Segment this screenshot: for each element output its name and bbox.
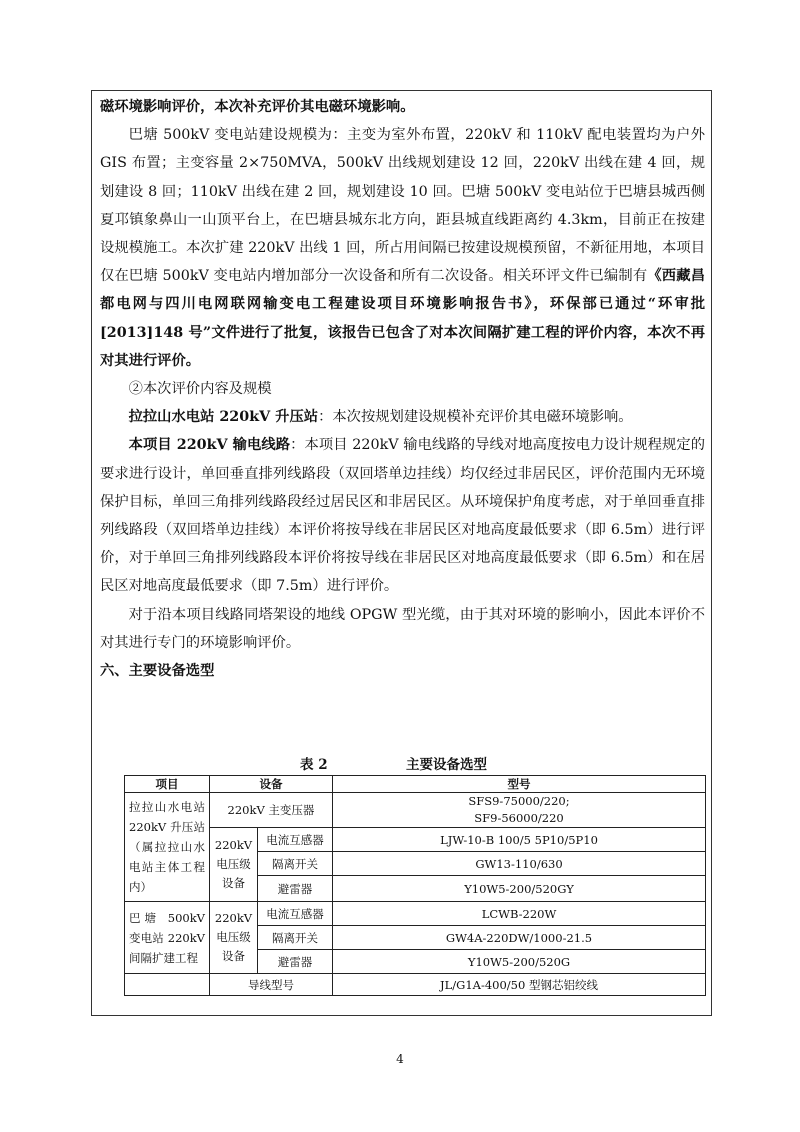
paragraph-batang-text: 巴塘 500kV 变电站建设规模为：主变为室外布置，220kV 和 110kV 配电装置均为户外 GIS 布置；主变容量 2×750MVA，500kV 出线规划建设 12 回，220kV 出线在建 4 回，规划建设 8 回；110kV 出线在建 2 回，规划建设 10 回。巴塘 500kV 变电站位于巴塘县城西侧夏邛镇象鼻山一山顶平台上，在巴塘县城东北方向，距县城直线距离约 4.3km，目前正在按建设规模施工。本次扩建 220kV 出线 1 回，所占用间隔已按建设规模预留，不新征用地，本项目仅在巴塘 500kV 变电站内增加部分一次设备和所有二次设备。相关环评文件已编制有 xyxy=(100,127,705,285)
equipment-device: 避雷器 xyxy=(258,950,333,974)
paragraph-continuation: 磁环境影响评价，本次补充评价其电磁环境影响。 xyxy=(100,99,415,115)
equipment-model: GW13-110/630 xyxy=(333,852,706,876)
equipment-model: Y10W5-200/520GY xyxy=(333,876,706,902)
paragraph-batang-substation xyxy=(100,121,705,375)
table-row xyxy=(125,974,706,996)
equipment-device: 隔离开关 xyxy=(258,926,333,950)
header-equipment: 设备 xyxy=(210,776,333,793)
header-item: 项目 xyxy=(125,776,210,793)
group2-voltage-class: 220kV 电压级设备 xyxy=(210,902,258,974)
paragraph-opgw: 对于沿本项目线路同塔架设的地线 OPGW 型光缆，由于其对环境的影响小，因此本评价不对其进行专门的环境影响评价。 xyxy=(100,606,705,651)
subheading-scope: ②本次评价内容及规模 xyxy=(128,381,272,398)
paragraph-lala-station xyxy=(100,403,705,431)
group1-name: 拉拉山水电站 220kV 升压站（属拉拉山水电站主体工程内） xyxy=(125,793,210,902)
equipment-device: 电流互感器 xyxy=(258,902,333,926)
equipment-table xyxy=(124,775,706,996)
group1-transformer: 220kV 主变压器 xyxy=(210,793,333,828)
table-label: 表 2 xyxy=(300,757,328,773)
equipment-model: LJW-10-B 100/5 5P10/5P10 xyxy=(333,828,706,852)
paragraph-lala-label: 拉拉山水电站 220kV 升压站 xyxy=(128,409,319,426)
group2-name: 巴塘 500kV 变电站 220kV 间隔扩建工程 xyxy=(125,902,210,974)
group1-transformer-model xyxy=(333,793,706,828)
table-header-row xyxy=(125,776,706,793)
page-number: 4 xyxy=(396,1052,404,1066)
table-row xyxy=(125,793,706,828)
paragraph-transmission-line xyxy=(100,431,705,600)
paragraph-line-label: 本项目 220kV 输电线路 xyxy=(128,437,291,454)
empty-cell xyxy=(125,974,210,996)
paragraph-batang-bold: 《西藏昌都电网与四川电网联网输变电工程建设项目环境影响报告书》，环保部已通过“环审批[2013]148 号”文件进行了批复，该报告已包含了对本次间隔扩建工程的评价内容，本次不再对其进行评价。 xyxy=(100,268,705,369)
conductor-model: JL/G1A-400/50 型钢芯铝绞线 xyxy=(333,974,706,996)
transformer-model-1: SFS9-75000/220; xyxy=(468,794,570,808)
transformer-model-2: SF9-56000/220 xyxy=(474,811,564,825)
table-row xyxy=(125,828,706,852)
equipment-model: Y10W5-200/520G xyxy=(333,950,706,974)
equipment-model: GW4A-220DW/1000-21.5 xyxy=(333,926,706,950)
paragraph-line-text: ：本项目 220kV 输电线路的导线对地高度按电力设计规程规定的要求进行设计，单回垂直排列线路段（双回塔单边挂线）均仅经过非居民区，评价范围内无环境保护目标，单回三角排列线路段经过居民区和非居民区。从环境保护角度考虑，对于单回垂直排列线路段（双回塔单边挂线）本评价将按导线在非居民区对地高度最低要求（即 6.5m）进行评价，对于单回三角排列线路段本评价将按导线在非居民区对地高度最低要求（即 6.5m）和在居民区对地高度最低要求（即 7.5m）进行评价。 xyxy=(100,437,705,595)
table-row xyxy=(125,902,706,926)
equipment-model: LCWB-220W xyxy=(333,902,706,926)
paragraph-lala-text: ：本次按规划建设规模补充评价其电磁环境影响。 xyxy=(318,409,633,426)
conductor-label: 导线型号 xyxy=(210,974,333,996)
equipment-device: 隔离开关 xyxy=(258,852,333,876)
equipment-device: 避雷器 xyxy=(258,876,333,902)
section-heading: 六、主要设备选型 xyxy=(100,663,215,680)
equipment-device: 电流互感器 xyxy=(258,828,333,852)
header-model: 型号 xyxy=(333,776,706,793)
body-text xyxy=(100,93,705,685)
group1-voltage-class: 220kV 电压级设备 xyxy=(210,828,258,902)
table-title: 主要设备选型 xyxy=(406,757,487,773)
